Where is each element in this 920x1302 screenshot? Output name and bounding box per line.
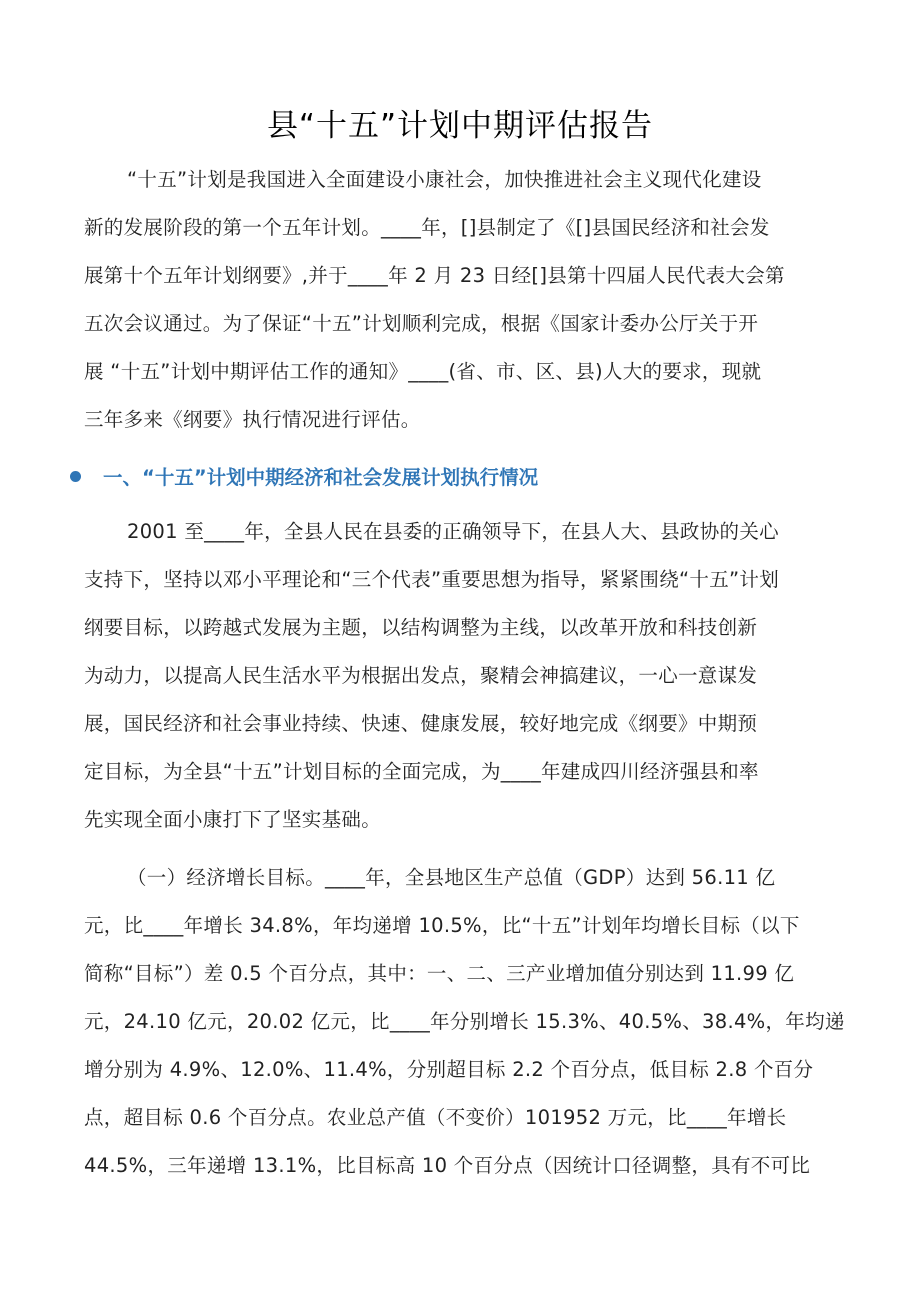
intro-line-5: 展 “十五”计划中期评估工作的通知》____(省、市、区、县)人大的要求，现就 [84, 360, 762, 383]
bullet-icon [70, 471, 81, 482]
section-line-1: 2001 至____年，全县人民在县委的正确领导下，在县人大、县政协的关心 [127, 520, 779, 543]
growth-line-6: 点，超目标 0.6 个百分点。农业总产值（不变价）101952 万元，比____年增长 [84, 1106, 787, 1129]
intro-line-3: 展第十个五年计划纲要》,并于____年 2 月 23 日经[]县第十四届人民代表大会第 [84, 264, 785, 287]
growth-line-7: 44.5%，三年递增 13.1%，比目标高 10 个百分点（因统计口径调整，具有不可比 [84, 1154, 811, 1177]
section-line-5: 展，国民经济和社会事业持续、快速、健康发展，较好地完成《纲要》中期预 [84, 712, 758, 735]
section-line-4: 为动力，以提高人民生活水平为根据出发点，聚精会神搞建议，一心一意谋发 [84, 664, 758, 687]
intro-line-2: 新的发展阶段的第一个五年计划。____年，[]县制定了《[]县国民经济和社会发 [84, 216, 770, 239]
section-heading-text: 一、“十五”计划中期经济和社会发展计划执行情况 [103, 466, 539, 489]
section-line-3: 纲要目标，以跨越式发展为主题，以结构调整为主线，以改革开放和科技创新 [84, 616, 758, 639]
growth-line-3: 简称“目标”）差 0.5 个百分点，其中：一、二、三产业增加值分别达到 11.99 亿 [84, 962, 795, 985]
document-title: 县“十五”计划中期评估报告 [266, 108, 654, 144]
section-line-6: 定目标，为全县“十五”计划目标的全面完成，为____年建成四川经济强县和率 [84, 760, 759, 783]
growth-line-4: 元，24.10 亿元，20.02 亿元，比____年分别增长 15.3%、40.5%、38.4%，年均递 [84, 1010, 845, 1033]
section-line-7: 先实现全面小康打下了坚实基础。 [84, 808, 382, 831]
intro-line-4: 五次会议通过。为了保证“十五”计划顺利完成，根据《国家计委办公厅关于开 [84, 312, 759, 335]
intro-line-1: “十五”计划是我国进入全面建设小康社会，加快推进社会主义现代化建设 [127, 168, 762, 191]
section-heading [70, 464, 538, 492]
intro-line-6: 三年多来《纲要》执行情况进行评估。 [84, 408, 421, 431]
growth-line-2: 元，比____年增长 34.8%，年均递增 10.5%，比“十五”计划年均增长目标（以下 [84, 914, 800, 937]
section-line-2: 支持下，坚持以邓小平理论和“三个代表”重要思想为指导，紧紧围绕“十五”计划 [84, 568, 780, 591]
growth-line-5: 增分别为 4.9%、12.0%、11.4%，分别超目标 2.2 个百分点，低目标 2.8 个百分 [84, 1058, 814, 1081]
growth-line-1: （一）经济增长目标。____年，全县地区生产总值（GDP）达到 56.11 亿 [127, 866, 776, 889]
